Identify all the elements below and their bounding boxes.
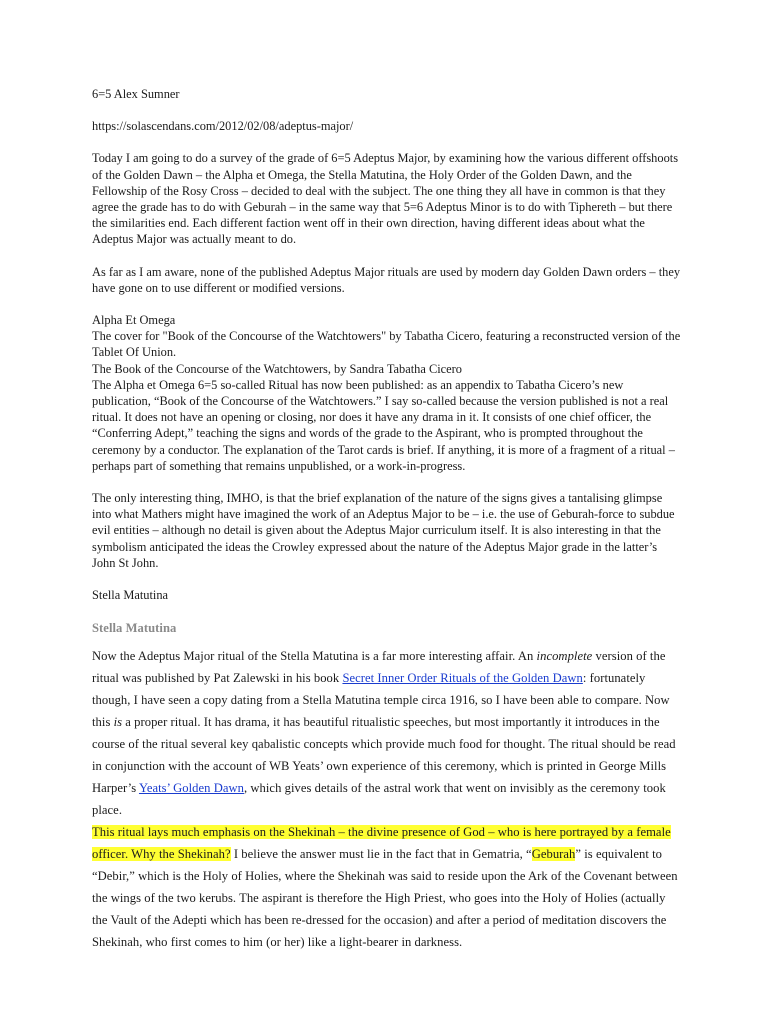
- rituals-paragraph: As far as I am aware, none of the published Adeptus Major rituals are used by modern day Golden Dawn orders – they have gone on to use different or modified versions.: [92, 264, 681, 295]
- text-run: a proper ritual. It has drama, it has beautiful ritualistic speeches, but most importantly it introduces in the course of the ritual several key qabalistic concepts which provide much food for thought. The ritual should be read in conjunction with the account of WB Yeats’ own experience of this ceremony, which is printed in George Mills Harper’s: [92, 715, 676, 796]
- text-run: , which gives details of the astral work that went on invisibly as the ceremony took place.: [92, 781, 666, 818]
- text-run: : fortunately though, I have seen a copy dating from a Stella Matutina temple circa 1916, so I have been able to compare. Now this: [92, 671, 670, 730]
- text-run: ” is equivalent to “Debir,” which is the Holy of Holies, where the Shekinah was said to reside upon the Ark of the Covenant between the wings of the two kerubs. The aspirant is therefore the High Priest, who goes into the Holy of Holies (actually the Vault of the Adepti which has been re-dressed for the occasion) and after a period of meditation discovers the Shekinah, who first comes to him (or her) like a light-bearer in darkness.: [92, 847, 678, 950]
- section-heading-alpha-et-omega: Alpha Et Omega: [92, 313, 176, 328]
- alpha-et-omega-paragraph: The Alpha et Omega 6=5 so-called Ritual has now been published: as an appendix to Tabatha Cicero’s new publication, “Book of the Concourse of the Watchtowers.” I say so-called because the version published is not a real ritual. It does not have an opening or closing, nor does it have any drama in it. It consists of one chief officer, the “Conferring Adept,” teaching the signs and words of the grade to the Aspirant, who is prompted throughout the ceremony by a conductor. The explanation of the Tarot cards is brief. If anything, it is more of a fragment of a ritual – perhaps part of something that remains unpublished, or a work-in-progress.: [92, 377, 675, 473]
- link-secret-inner-order-rituals[interactable]: Secret Inner Order Rituals of the Golden Dawn: [342, 671, 583, 686]
- highlighted-text-geburah: Geburah: [531, 847, 576, 862]
- title-line: 6=5 Alex Sumner: [92, 87, 180, 101]
- image-caption-book-title: The Book of the Concourse of the Watchtowers, by Sandra Tabatha Cicero: [92, 361, 462, 376]
- web-clipped-section: [92, 617, 682, 953]
- imho-paragraph: The only interesting thing, IMHO, is that the brief explanation of the nature of the signs gives a tantalising glimpse into what Mathers might have imagined the work of an Adeptus Major to be – i.e. the use of Geburah-force to subdue evil entities – although no detail is given about the Adeptus Major curriculum itself. It is also interesting in that the symbolism anticipated the ideas the Crowley expressed about the nature of the Adeptus Major grade in the latter’s John St John.: [92, 491, 675, 570]
- intro-paragraph: Today I am going to do a survey of the grade of 6=5 Adeptus Major, by examining how the various different offshoots of the Golden Dawn – the Alpha et Omega, the Stella Matutina, the Holy Order of the Golden Dawn, and the Fellowship of the Rosy Cross – decided to deal with the subject. The one thing they all have in common is that they agree the grade has to do with Geburah – in the same way that 5=6 Adeptus Minor is to do with Tiphereth – but there the similarities end. Each different faction went off in their own direction, having different ideas about what the Adeptus Major was actually meant to do.: [92, 151, 679, 247]
- highlighted-text-shekinah: This ritual lays much emphasis on the Shekinah – the divine presence of God – who is here portrayed by a female officer. Why the Shekinah?: [92, 825, 671, 862]
- link-yeats-golden-dawn[interactable]: Yeats’ Golden Dawn: [138, 781, 244, 796]
- emphasis-is: is: [113, 715, 123, 730]
- text-run: I believe the answer must lie in the fact that in Gematria, “: [230, 847, 532, 862]
- shekinah-paragraph: [92, 821, 682, 953]
- source-url: https://solascendans.com/2012/02/08/adeptus-major/: [92, 119, 354, 134]
- text-run: Now the Adeptus Major ritual of the Stella Matutina is a far more interesting affair. An: [92, 649, 537, 664]
- emphasis-incomplete: incomplete: [536, 649, 593, 664]
- web-heading-stella-matutina: Stella Matutina: [92, 621, 177, 636]
- image-caption: The cover for "Book of the Concourse of the Watchtowers" by Tabatha Cicero, featuring a reconstructed version of the Tablet Of Union.: [92, 329, 681, 360]
- document-body: [92, 86, 682, 953]
- stella-matutina-paragraph: [92, 645, 682, 821]
- text-run: version of the ritual was published by Pat Zalewski in his book: [92, 649, 666, 686]
- section-heading-stella-matutina: Stella Matutina: [92, 588, 169, 603]
